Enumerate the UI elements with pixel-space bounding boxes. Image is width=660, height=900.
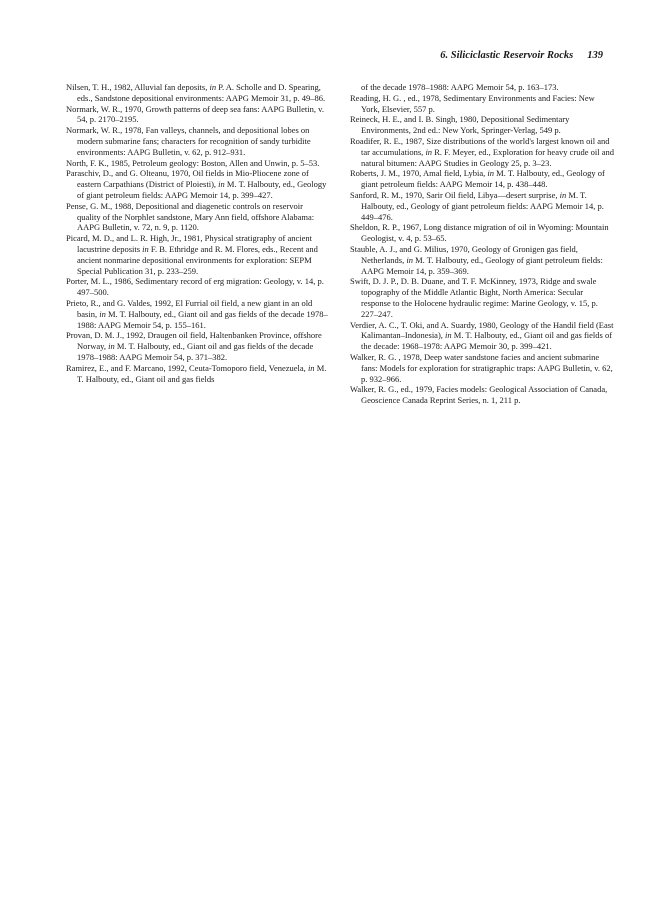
- reference-entry: Swift, D. J. P., D. B. Duane, and T. F. McKinney, 1973, Ridge and swale topography of the Middle Atlantic Bight, North America: Secular response to the Holocene hydraulic regime: Marine Geology, v. 15, p. 227–247.: [350, 276, 598, 319]
- reference-entry: Porter, M. L., 1986, Sedimentary record of erg migration: Geology, v. 14, p. 497–500.: [66, 276, 324, 298]
- reference-entry: Reading, H. G. , ed., 1978, Sedimentary Environments and Facies: New York, Elsevier, 557 p.: [350, 92, 595, 114]
- page-number: 139: [587, 50, 603, 61]
- references-column-right: [350, 82, 614, 406]
- reference-entry: Pense, G. M., 1988, Depositional and diagenetic controls on reservoir quality of the Norphlet sandstone, Mary Ann field, offshore Alabama: AAPG Bulletin, v. 72, n. 9, p. 1120.: [66, 200, 315, 233]
- references-column-left: [66, 82, 328, 384]
- reference-entry: Nilsen, T. H., 1982, Alluvial fan deposits, in P. A. Scholle and D. Spearing, eds., Sandstone depositional environments: AAPG Memoir 31, p. 49–86.: [66, 82, 326, 103]
- reference-entry: Stauble, A. J., and G. Milius, 1970, Geology of Gronigen gas field, Netherlands, in M. T. Halbouty, ed., Geology of giant petroleum fields: AAPG Memoir 14, p. 359–369.: [350, 243, 603, 276]
- reference-entry: Roadifer, R. E., 1987, Size distributions of the world's largest known oil and tar accumulations, in R. F. Meyer, ed., Exploration for heavy crude oil and natural bitumen: AAPG Studies in Geology 25, p. 3–23.: [350, 135, 614, 168]
- reference-entry: Normark, W. R., 1978, Fan valleys, channels, and depositional lobes on modern submarine fans; characters for recognition of sandy turbidite environments: AAPG Bulletin, v. 62, p. 912–931.: [66, 125, 311, 157]
- reference-entry: Sanford, R. M., 1970, Sarir Oil field, Libya—desert surprise, in M. T. Halbouty, ed., Geology of giant petroleum fields: AAPG Memoir 14, p. 449–476.: [350, 189, 604, 222]
- reference-entry: Prieto, R., and G. Valdes, 1992, El Furrial oil field, a new giant in an old basin, in M. T. Halbouty, ed., Giant oil and gas fields of the decade 1978–1988: AAPG Memoir 54, p. 155–161.: [66, 297, 328, 330]
- reference-entry: Paraschiv, D., and G. Olteanu, 1970, Oil fields in Mio-Pliocene zone of eastern Carpathians (District of Ploiesti), in M. T. Halbouty, ed., Geology of giant petroleum fields: AAPG Memoir 14, p. 399–427.: [66, 168, 327, 200]
- reference-entry: Walker, R. G. , 1978, Deep water sandstone facies and ancient submarine fans: Models for exploration for stratigraphic traps: AAPG Bulletin, v. 62, p. 932–966.: [350, 351, 613, 384]
- reference-entry: Walker, R. G., ed., 1979, Facies models: Geological Association of Canada, Geoscience Canada Reprint Series, n. 1, 211 p.: [350, 384, 608, 406]
- reference-entry: Sheldon, R. P., 1967, Long distance migration of oil in Wyoming: Mountain Geologist, v. 4, p. 53–65.: [350, 222, 609, 244]
- reference-entry-continued: of the decade 1978–1988: AAPG Memoir 54, p. 163–173.: [361, 82, 559, 92]
- chapter-title: 6. Siliciclastic Reservoir Rocks: [440, 50, 574, 61]
- running-head: [440, 50, 603, 61]
- reference-entry: Picard, M. D., and L. R. High, Jr., 1981, Physical stratigraphy of ancient lacustrine deposits in F. B. Ethridge and R. M. Flores, eds., Recent and ancient nonmarine depositional environments for exploration: SEPM Special Publication 31, p. 233–259.: [66, 233, 318, 276]
- reference-entry: Normark, W. R., 1970, Growth patterns of deep sea fans: AAPG Bulletin, v. 54, p. 2170–2195.: [66, 103, 324, 125]
- reference-entry: Ramirez, E., and F. Marcano, 1992, Ceuta-Tomoporo field, Venezuela, in M. T. Halbouty, ed., Giant oil and gas fields: [66, 362, 327, 384]
- reference-entry: North, F. K., 1985, Petroleum geology: Boston, Allen and Unwin, p. 5–53.: [66, 157, 320, 168]
- reference-entry: Provan, D. M. J., 1992, Draugen oil field, Haltenbanken Province, offshore Norway, in M. T. Halbouty, ed., Giant oil and gas fields of the decade 1978–1988: AAPG Memoir 54, p. 371–382.: [66, 330, 322, 362]
- reference-entry: Reineck, H. E., and I. B. Singh, 1980, Depositional Sedimentary Environments, 2nd ed.: New York, Springer-Verlag, 549 p.: [350, 114, 570, 136]
- reference-entry: Roberts, J. M., 1970, Amal field, Lybia, in M. T. Halbouty, ed., Geology of giant petroleum fields: AAPG Memoir 14, p. 438–448.: [350, 168, 605, 190]
- reference-entry: Verdier, A. C., T. Oki, and A. Suardy, 1980, Geology of the Handil field (East Kalimantan–Indonesia), in M. T. Halbouty, ed., Giant oil and gas fields of the decade: 1968–1978: AAPG Memoir 30, p. 399–421.: [350, 319, 614, 352]
